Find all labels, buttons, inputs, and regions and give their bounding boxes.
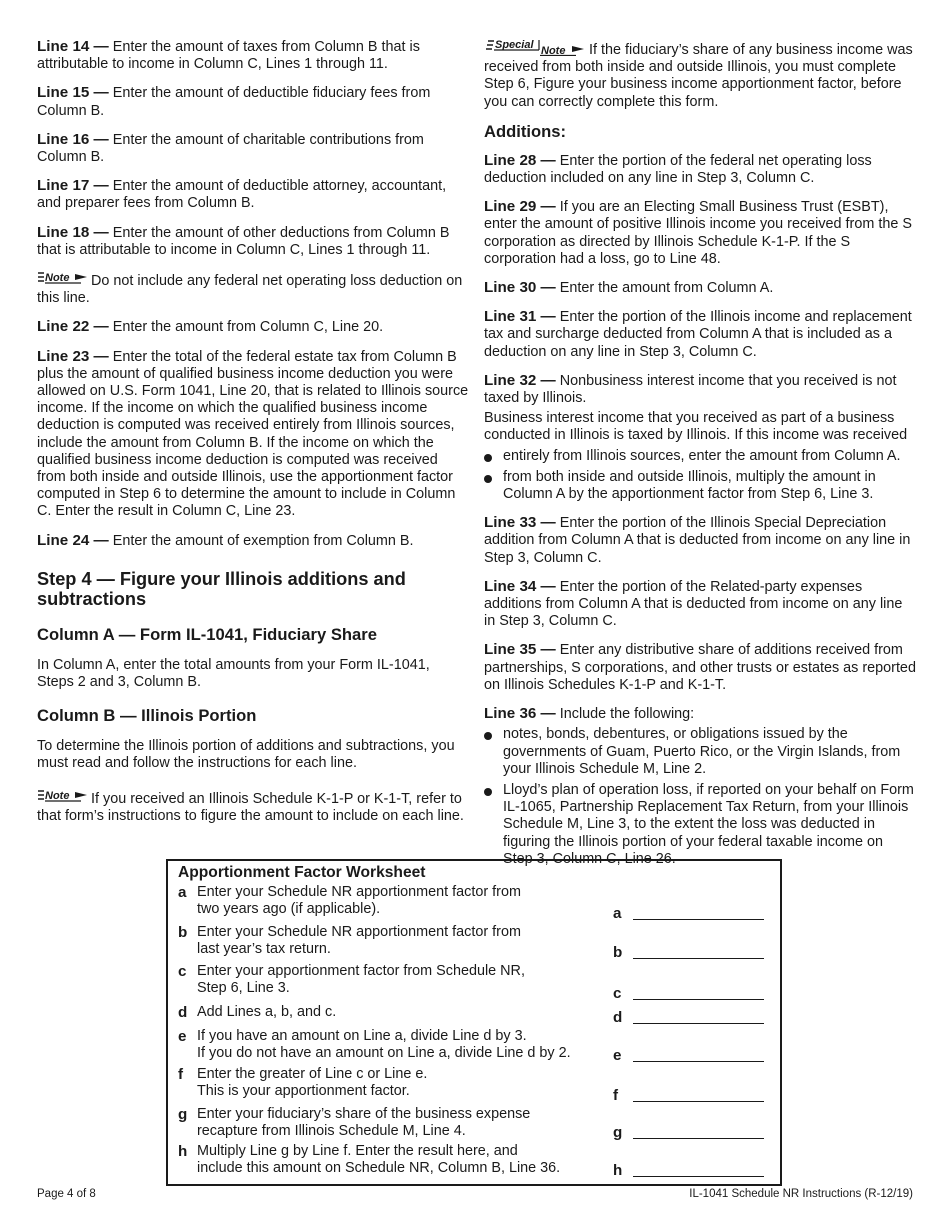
line-15-label: Line 15 — [37, 84, 109, 102]
answer-letter: a [613, 904, 622, 922]
worksheet-row-c [178, 963, 770, 1004]
line-30-paragraph [484, 279, 916, 297]
line-32-text: Nonbusiness interest income that you received is not taxed by Illinois. [484, 372, 897, 407]
note-paragraph-2 [37, 788, 469, 825]
bullet-icon [484, 788, 492, 796]
worksheet-row-h [178, 1143, 770, 1181]
left-column [37, 38, 469, 836]
worksheet-row-d [178, 1004, 770, 1028]
list-item [484, 448, 916, 465]
note-icon [37, 788, 89, 802]
svg-text:Note: Note [45, 272, 70, 285]
line-32-text-2: Business interest income that you received as part of a business conducted in Illinois is taxed by Illinois. If this income was received [484, 410, 908, 444]
line-22-label: Line 22 — [37, 318, 109, 336]
line-29-label: Line 29 — [484, 198, 556, 216]
worksheet-row-g [178, 1106, 770, 1143]
line-17-paragraph [37, 177, 469, 212]
row-letter: c [178, 963, 187, 980]
line-34-label: Line 34 — [484, 577, 556, 595]
line-35-paragraph [484, 641, 916, 694]
answer-field-b[interactable] [633, 945, 764, 959]
line-34-paragraph [484, 578, 916, 631]
row-text-line-2: two years ago (if applicable). [197, 901, 381, 918]
line-24-text: Enter the amount of exemption from Column B. [112, 532, 414, 549]
line-17-text: Enter the amount of deductible attorney, accountant, and preparer fees from Column B. [37, 178, 447, 212]
line-31-text: Enter the portion of the Illinois income and replacement tax and surcharge deducted from Column A that is included as a deduction on any line in Step 3, Column C. [484, 309, 912, 360]
right-column [484, 38, 916, 879]
line-36-bullet-list [484, 726, 916, 868]
line-18-label: Line 18 — [37, 223, 109, 241]
line-16-text: Enter the amount of charitable contributions from Column B. [37, 131, 424, 166]
line-23-paragraph [37, 348, 469, 521]
row-text-line-1: Multiply Line g by Line f. Enter the result here, and [197, 1143, 518, 1159]
line-36-label: Line 36 — [484, 705, 556, 723]
line-31-paragraph [484, 308, 916, 361]
line-15-paragraph [37, 84, 469, 119]
row-text-line-2: Step 6, Line 3. [197, 980, 290, 997]
svg-text:Special: Special [495, 39, 534, 51]
answer-letter: b [613, 943, 623, 961]
row-text-line-2: recapture from Illinois Schedule M, Line 4. [197, 1123, 466, 1140]
row-letter: a [178, 884, 187, 901]
bullet-text: entirely from Illinois sources, enter the amount from Column A. [503, 447, 901, 464]
answer-field-e[interactable] [633, 1048, 764, 1062]
worksheet-title: Apportionment Factor Worksheet [178, 864, 426, 881]
step-4-heading: Step 4 — Figure your Illinois additions and subtractions [37, 568, 406, 609]
special-note-text: If the fiduciary’s share of any business income was received from both inside and outside Illinois, you must complete Step 6, Figure your business income apportionment factor, before you can correctly complete this form. [484, 42, 913, 110]
row-letter: b [178, 924, 188, 941]
special-note-icon [484, 38, 586, 56]
column-a-text: In Column A, enter the total amounts from your Form IL-1041, Steps 2 and 3, Column B. [37, 656, 430, 691]
worksheet-row-f [178, 1066, 770, 1106]
line-29-text: If you are an Electing Small Business Trust (ESBT), enter the amount of positive Illinois income you received from the S corporation as directed by Illinois Schedule K-1-P. If the S corporation had a loss, go to Line 48. [484, 199, 912, 267]
list-item [484, 782, 916, 868]
row-text-line-1: Enter your fiduciary’s share of the business expense [197, 1106, 531, 1122]
answer-field-g[interactable] [633, 1125, 764, 1139]
line-24-paragraph [37, 532, 469, 550]
row-text-line-1: Enter the greater of Line c or Line e. [197, 1066, 428, 1082]
line-23-text: Enter the total of the federal estate tax from Column B plus the amount of qualified business income deduction you were allowed on U.S. Form 1041, Line 20, that is related to Illinois source income. If the income on which the qualified business income deduction is computed was received entirely from Illinois sources, include the amount from Column B. If the income on which the qualified business income deduction is computed was received from both inside and outside Illinois, use the apportionment factor computed in Step 6 to determine the amount to include in Column C. Enter the result in Column C, Line 23. [37, 348, 469, 520]
row-text-line-2: last year’s tax return. [197, 941, 331, 958]
svg-text:Note: Note [541, 45, 566, 56]
note-text-2: If you received an Illinois Schedule K-1-P or K-1-T, refer to that form’s instructions to figure the amount to include on each line. [37, 790, 464, 824]
line-28-label: Line 28 — [484, 151, 556, 169]
answer-field-a[interactable] [633, 906, 764, 920]
answer-letter: h [613, 1161, 623, 1179]
line-15-text: Enter the amount of deductible fiduciary fees from Column B. [37, 85, 431, 119]
line-32-label: Line 32 — [484, 371, 556, 389]
answer-field-c[interactable] [633, 986, 764, 1000]
answer-letter: d [613, 1008, 623, 1026]
answer-field-f[interactable] [633, 1088, 764, 1102]
note-paragraph-1 [37, 270, 469, 307]
bullet-text: notes, bonds, debentures, or obligations issued by the governments of Guam, Puerto Rico, or the Virgin Islands, from your Illinois Schedule M, Line 2. [503, 726, 901, 777]
line-18-paragraph [37, 224, 469, 259]
line-29-paragraph [484, 198, 916, 268]
line-17-label: Line 17 — [37, 177, 109, 195]
worksheet-row-a [178, 884, 770, 924]
svg-text:Note: Note [45, 789, 70, 802]
column-a-heading: Column A — Form IL-1041, Fiduciary Share [37, 624, 377, 644]
line-16-label: Line 16 — [37, 130, 109, 148]
form-identifier: IL-1041 Schedule NR Instructions (R-12/19) [689, 1188, 913, 1200]
line-28-text: Enter the portion of the federal net operating loss deduction included on any line in Step 3, Column C. [484, 152, 872, 187]
line-34-text: Enter the portion of the Related-party expenses additions from Column A that is deducted from income on any line in Step 3, Column C. [484, 578, 903, 630]
line-32-bullet-list [484, 448, 916, 504]
line-22-paragraph [37, 318, 469, 336]
special-note-paragraph [484, 38, 916, 111]
bullet-icon [484, 454, 492, 462]
line-18-text: Enter the amount of other deductions from Column B that is attributable to income in Column C, Lines 1 through 11. [37, 224, 450, 258]
line-28-paragraph [484, 152, 916, 187]
line-30-label: Line 30 — [484, 279, 556, 297]
answer-field-h[interactable] [633, 1163, 764, 1177]
line-14-label: Line 14 — [37, 38, 109, 55]
column-b-text: To determine the Illinois portion of additions and subtractions, you must read and follow the instructions for each line. [37, 738, 455, 772]
bullet-icon [484, 732, 492, 740]
list-item [484, 726, 916, 778]
answer-field-d[interactable] [633, 1010, 764, 1024]
row-letter: d [178, 1004, 188, 1021]
line-14-paragraph [37, 38, 469, 73]
row-text-line-2: This is your apportionment factor. [197, 1083, 410, 1100]
row-letter: g [178, 1106, 188, 1123]
line-32-paragraph [484, 372, 916, 407]
row-text-line-1: Enter your Schedule NR apportionment factor from [197, 924, 521, 940]
row-text-line-2: include this amount on Schedule NR, Column B, Line 36. [197, 1160, 561, 1177]
row-text-line-1: Enter your apportionment factor from Schedule NR, [197, 963, 525, 979]
line-16-paragraph [37, 131, 469, 166]
list-item [484, 469, 916, 503]
line-35-label: Line 35 — [484, 641, 556, 659]
apportionment-factor-worksheet [166, 859, 782, 1186]
row-text-line-2: If you do not have an amount on Line a, divide Line d by 2. [197, 1045, 571, 1062]
line-14-text: Enter the amount of taxes from Column B that is attributable to income in Column C, Lines 1 through 11. [37, 39, 420, 73]
answer-letter: e [613, 1046, 622, 1064]
line-31-label: Line 31 — [484, 308, 556, 326]
line-36-paragraph [484, 705, 916, 723]
page-number: Page 4 of 8 [37, 1188, 96, 1200]
row-letter: h [178, 1143, 188, 1160]
line-33-paragraph [484, 514, 916, 567]
worksheet-row-b [178, 924, 770, 963]
bullet-text: from both inside and outside Illinois, multiply the amount in Column A by the apportionment factor from Step 6, Line 3. [503, 468, 876, 503]
column-b-heading: Column B — Illinois Portion [37, 706, 257, 726]
bullet-icon [484, 475, 492, 483]
row-text-line-1: Add Lines a, b, and c. [197, 1004, 337, 1020]
line-30-text: Enter the amount from Column A. [559, 280, 774, 297]
line-36-text: Include the following: [559, 706, 695, 723]
worksheet-row-e [178, 1028, 770, 1066]
line-24-label: Line 24 — [37, 531, 109, 549]
row-letter: e [178, 1028, 187, 1045]
additions-heading: Additions: [484, 121, 567, 141]
row-text-line-1: If you have an amount on Line a, divide Line d by 3. [197, 1028, 527, 1044]
line-35-text: Enter any distributive share of additions received from partnerships, S corporations, and other trusts or estates as reported on Illinois Schedules K-1-P and K-1-T. [484, 642, 916, 693]
bullet-text: Lloyd’s plan of operation loss, if reported on your behalf on Form IL-1065, Partnership Replacement Tax Return, from your Illinois Schedule M, Line 3, to the extent the loss was deducted in figuring the Illinois portion of your federal taxable income on Step 3, Column C, Line 26. [503, 781, 914, 867]
row-letter: f [178, 1066, 184, 1083]
note-text-1: Do not include any federal net operating loss deduction on this line. [37, 273, 463, 307]
line-33-label: Line 33 — [484, 514, 556, 532]
note-icon [37, 270, 89, 284]
answer-letter: c [613, 984, 622, 1002]
line-23-label: Line 23 — [37, 347, 109, 365]
answer-letter: f [613, 1086, 619, 1104]
line-22-text: Enter the amount from Column C, Line 20. [112, 319, 384, 336]
answer-letter: g [613, 1123, 623, 1141]
row-text-line-1: Enter your Schedule NR apportionment factor from [197, 884, 521, 900]
line-33-text: Enter the portion of the Illinois Special Depreciation addition from Column A that is deducted from income on any line in Step 3, Column C. [484, 515, 911, 566]
